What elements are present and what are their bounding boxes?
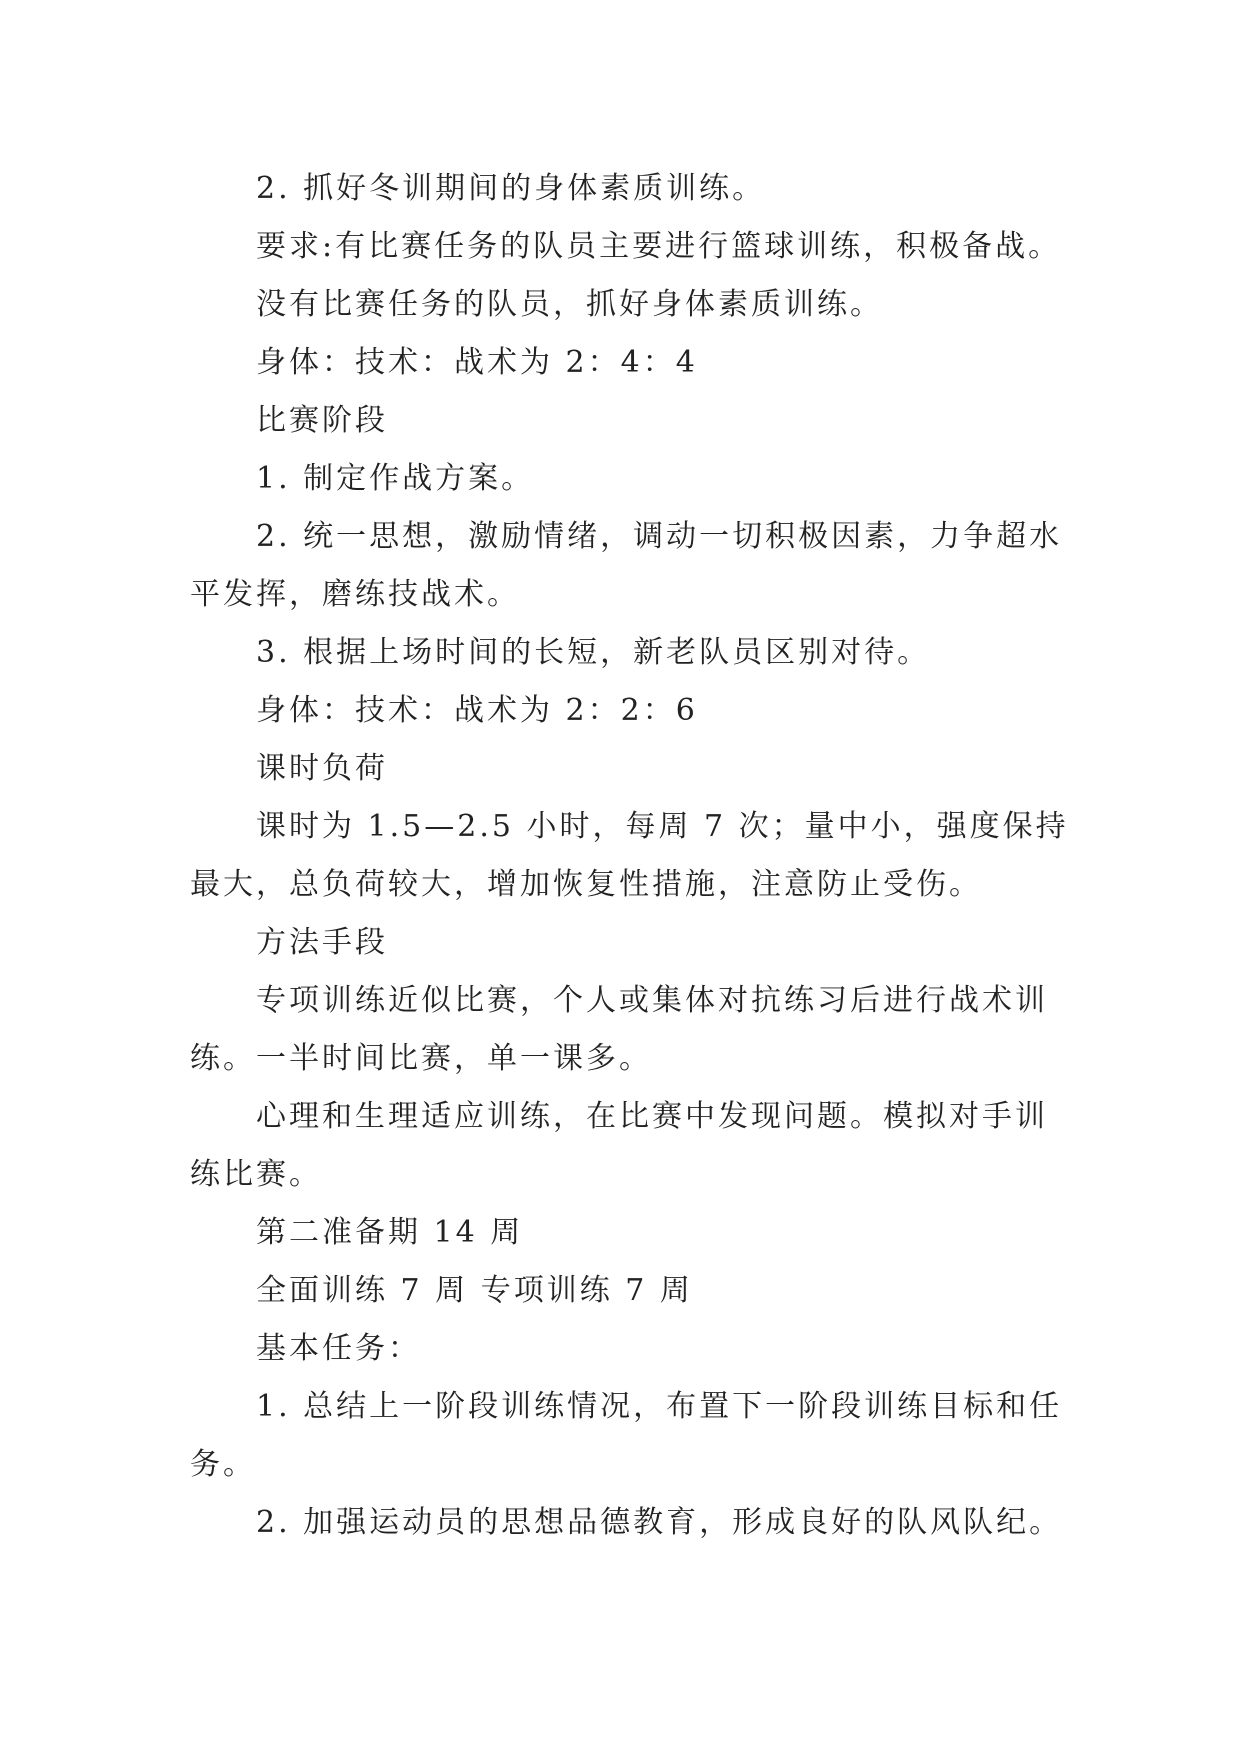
paragraph-session-duration: 课时为 1.5—2.5 小时，每周 7 次；量中小，强度保持最大，总负荷较大，增加恢复性措施，注意防止受伤。 <box>190 809 1069 902</box>
paragraph-training-split: 全面训练 7 周 专项训练 7 周 <box>256 1273 693 1308</box>
paragraph-moral-education: 2. 加强运动员的思想品德教育，形成良好的队风队纪。 <box>256 1505 1063 1540</box>
paragraph-adaptation-training: 心理和生理适应训练，在比赛中发现问题。模拟对手训练比赛。 <box>190 1099 1048 1192</box>
paragraph-requirements: 要求:有比赛任务的队员主要进行篮球训练，积极备战。 <box>256 229 1062 264</box>
paragraph-ratio-2: 身体：技术：战术为 2：2：6 <box>256 693 698 728</box>
paragraph-physical-training: 2. 抓好冬训期间的身体素质训练。 <box>256 171 766 206</box>
paragraph-battle-plan: 1. 制定作战方案。 <box>256 461 535 496</box>
heading-competition-phase: 比赛阶段 <box>256 403 388 438</box>
paragraph-unify-thinking: 2. 统一思想，激励情绪，调动一切积极因素，力争超水平发挥，磨练技战术。 <box>190 519 1063 612</box>
paragraph-specialized-training: 专项训练近似比赛，个人或集体对抗练习后进行战术训练。一半时间比赛，单一课多。 <box>190 983 1048 1076</box>
heading-basic-tasks: 基本任务： <box>256 1331 421 1366</box>
document-body <box>190 160 1070 1552</box>
heading-second-preparation: 第二准备期 14 周 <box>256 1215 524 1250</box>
heading-session-load: 课时负荷 <box>256 751 388 786</box>
paragraph-ratio-1: 身体：技术：战术为 2：4：4 <box>256 345 698 380</box>
heading-methods: 方法手段 <box>256 925 388 960</box>
paragraph-no-competition: 没有比赛任务的队员，抓好身体素质训练。 <box>256 287 883 322</box>
paragraph-summarize: 1. 总结上一阶段训练情况，布置下一阶段训练目标和任务。 <box>190 1389 1063 1482</box>
paragraph-playing-time: 3. 根据上场时间的长短，新老队员区别对待。 <box>256 635 931 670</box>
